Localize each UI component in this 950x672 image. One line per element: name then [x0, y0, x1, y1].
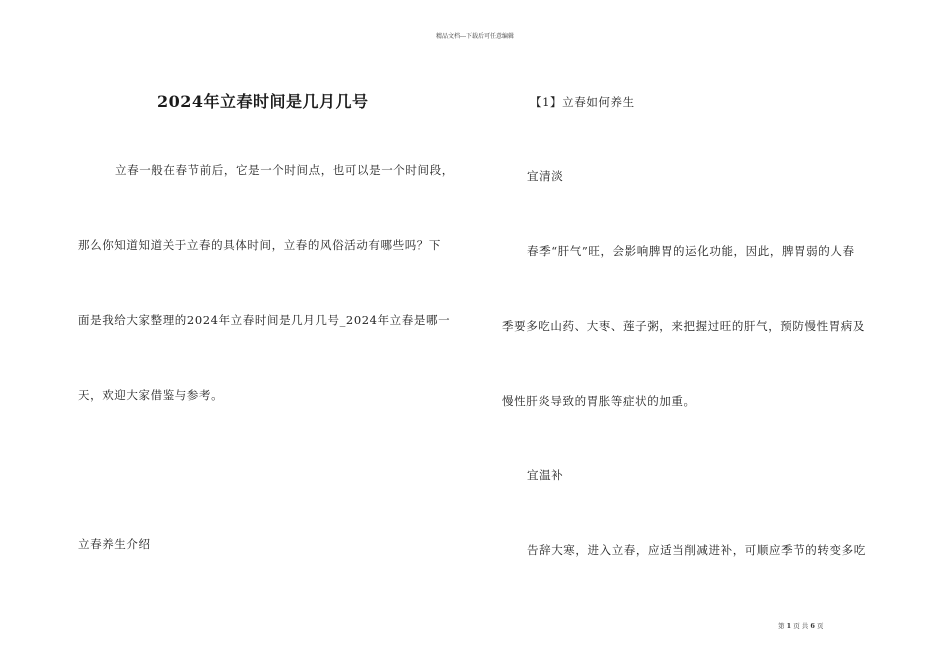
subheading: 宜温补	[527, 468, 564, 482]
paragraph-line: 立春一般在春节前后，它是一个时间点，也可以是一个时间段，	[115, 163, 454, 177]
total-pages: 6	[810, 622, 815, 630]
subheading: 宜清淡	[527, 169, 564, 183]
paragraph-line: 季要多吃山药、大枣、莲子粥，来把握过旺的肝气，预防慢性胃病及	[502, 319, 865, 333]
paragraph-line: 告辞大寒，进入立春，应适当削减进补，可顺应季节的转变多吃	[527, 543, 866, 557]
paragraph-line: 慢性肝炎导致的胃胀等症状的加重。	[502, 394, 696, 408]
paragraph-line: 那么你知道知道关于立春的具体时间，立春的风俗活动有哪些吗？下	[78, 238, 441, 252]
paragraph-line: 天，欢迎大家借鉴与参考。	[78, 388, 224, 402]
paragraph-line: 春季“肝气”旺，会影响脾胃的运化功能，因此，脾胃弱的人春	[527, 244, 855, 258]
paragraph-line: 面是我给大家整理的2024年立春时间是几月几号_2024年立春是哪一	[78, 313, 451, 327]
footer-suffix: 页	[816, 622, 824, 630]
page-header: 精品文档---下载后可任意编辑	[435, 33, 515, 40]
page-footer	[778, 621, 823, 630]
section-heading: 立春养生介绍	[78, 537, 151, 551]
footer-prefix: 第	[778, 622, 785, 630]
document-title: 2024年立春时间是几月几号	[157, 92, 369, 111]
page-number: 1	[786, 622, 792, 630]
section-heading: 【1】立春如何养生	[530, 95, 635, 109]
footer-middle: 页 共	[793, 622, 809, 630]
